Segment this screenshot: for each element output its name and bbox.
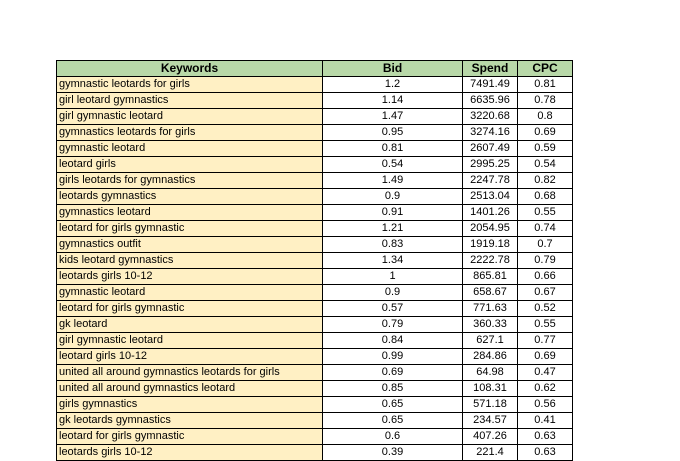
table-row [57,125,573,141]
bid-cell[interactable]: 0.65 [323,413,463,429]
bid-cell[interactable]: 1.34 [323,253,463,269]
cpc-cell[interactable]: 0.79 [518,253,573,269]
bid-cell[interactable]: 0.79 [323,317,463,333]
spend-cell[interactable]: 2247.78 [463,173,518,189]
keyword-cell[interactable]: gk leotards gymnastics [57,413,323,429]
spend-cell[interactable]: 6635.96 [463,93,518,109]
table-row [57,317,573,333]
keyword-cell[interactable]: gymnastics outfit [57,237,323,253]
keyword-cell[interactable]: leotard girls 10-12 [57,349,323,365]
table-row [57,301,573,317]
bid-cell[interactable]: 0.84 [323,333,463,349]
spend-cell[interactable]: 571.18 [463,397,518,413]
cpc-cell[interactable]: 0.62 [518,381,573,397]
keyword-cell[interactable]: leotard for girls gymnastic [57,429,323,445]
table-row [57,333,573,349]
table-row [57,397,573,413]
cpc-cell[interactable]: 0.81 [518,77,573,93]
bid-cell[interactable]: 0.83 [323,237,463,253]
bid-cell[interactable]: 0.9 [323,189,463,205]
cpc-cell[interactable]: 0.8 [518,109,573,125]
cpc-cell[interactable]: 0.63 [518,429,573,445]
spend-cell[interactable]: 221.4 [463,445,518,461]
keyword-cell[interactable]: gymnastics leotard [57,205,323,221]
cpc-cell[interactable]: 0.47 [518,365,573,381]
spreadsheet [56,60,573,461]
table-row [57,269,573,285]
spend-cell[interactable]: 1919.18 [463,237,518,253]
spend-cell[interactable]: 2607.49 [463,141,518,157]
header-row [57,61,573,77]
bid-cell[interactable]: 0.99 [323,349,463,365]
bid-cell[interactable]: 0.39 [323,445,463,461]
bid-cell[interactable]: 1.21 [323,221,463,237]
table-row [57,413,573,429]
header-spend[interactable]: Spend [463,61,518,77]
spend-cell[interactable]: 284.86 [463,349,518,365]
bid-cell[interactable]: 1.14 [323,93,463,109]
spend-cell[interactable]: 658.67 [463,285,518,301]
keyword-cell[interactable]: gymnastic leotard [57,285,323,301]
keyword-cell[interactable]: united all around gymnastics leotard [57,381,323,397]
spend-cell[interactable]: 7491.49 [463,77,518,93]
cpc-cell[interactable]: 0.52 [518,301,573,317]
table-row [57,253,573,269]
keyword-cell[interactable]: girls gymnastics [57,397,323,413]
cpc-cell[interactable]: 0.74 [518,221,573,237]
bid-cell[interactable]: 0.6 [323,429,463,445]
table-row [57,365,573,381]
spend-cell[interactable]: 627.1 [463,333,518,349]
cpc-cell[interactable]: 0.78 [518,93,573,109]
bid-cell[interactable]: 1.47 [323,109,463,125]
keywords-table [56,60,573,461]
table-row [57,93,573,109]
table-row [57,381,573,397]
spend-cell[interactable]: 2222.78 [463,253,518,269]
bid-cell[interactable]: 0.81 [323,141,463,157]
spend-cell[interactable]: 407.26 [463,429,518,445]
bid-cell[interactable]: 0.65 [323,397,463,413]
cpc-cell[interactable]: 0.69 [518,349,573,365]
keyword-cell[interactable]: girl gymnastic leotard [57,333,323,349]
spend-cell[interactable]: 2054.95 [463,221,518,237]
keyword-cell[interactable]: leotard girls [57,157,323,173]
keyword-cell[interactable]: gymnastic leotard [57,141,323,157]
spend-cell[interactable]: 234.57 [463,413,518,429]
cpc-cell[interactable]: 0.77 [518,333,573,349]
spend-cell[interactable]: 771.63 [463,301,518,317]
bid-cell[interactable]: 0.95 [323,125,463,141]
keyword-cell[interactable]: girl leotard gymnastics [57,93,323,109]
keyword-cell[interactable]: girls leotards for gymnastics [57,173,323,189]
table-row [57,109,573,125]
bid-cell[interactable]: 1.2 [323,77,463,93]
bid-cell[interactable]: 0.91 [323,205,463,221]
header-bid[interactable]: Bid [323,61,463,77]
keyword-cell[interactable]: gymnastic leotards for girls [57,77,323,93]
bid-cell[interactable]: 0.85 [323,381,463,397]
table-row [57,237,573,253]
cpc-cell[interactable]: 0.55 [518,205,573,221]
table-row [57,157,573,173]
spend-cell[interactable]: 865.81 [463,269,518,285]
spend-cell[interactable]: 3220.68 [463,109,518,125]
cpc-cell[interactable]: 0.41 [518,413,573,429]
spend-cell[interactable]: 108.31 [463,381,518,397]
cpc-cell[interactable]: 0.56 [518,397,573,413]
bid-cell[interactable]: 0.57 [323,301,463,317]
keyword-cell[interactable]: leotards gymnastics [57,189,323,205]
cpc-cell[interactable]: 0.59 [518,141,573,157]
table-row [57,173,573,189]
header-keywords[interactable]: Keywords [57,61,323,77]
table-row [57,349,573,365]
keyword-cell[interactable]: gk leotard [57,317,323,333]
bid-cell[interactable]: 1.49 [323,173,463,189]
table-row [57,205,573,221]
keyword-cell[interactable]: leotards girls 10-12 [57,445,323,461]
spend-cell[interactable]: 360.33 [463,317,518,333]
cpc-cell[interactable]: 0.67 [518,285,573,301]
keyword-cell[interactable]: leotard for girls gymnastic [57,301,323,317]
table-row [57,285,573,301]
table-row [57,429,573,445]
cpc-cell[interactable]: 0.69 [518,125,573,141]
cpc-cell[interactable]: 0.68 [518,189,573,205]
cpc-cell[interactable]: 0.63 [518,445,573,461]
keyword-cell[interactable]: leotards girls 10-12 [57,269,323,285]
header-cpc[interactable]: CPC [518,61,573,77]
cpc-cell[interactable]: 0.82 [518,173,573,189]
spend-cell[interactable]: 2995.25 [463,157,518,173]
keyword-cell[interactable]: leotard for girls gymnastic [57,221,323,237]
spend-cell[interactable]: 2513.04 [463,189,518,205]
cpc-cell[interactable]: 0.7 [518,237,573,253]
table-row [57,77,573,93]
keyword-cell[interactable]: kids leotard gymnastics [57,253,323,269]
keyword-cell[interactable]: united all around gymnastics leotards for girls [57,365,323,381]
bid-cell[interactable]: 0.54 [323,157,463,173]
spend-cell[interactable]: 1401.26 [463,205,518,221]
bid-cell[interactable]: 0.69 [323,365,463,381]
table-body [57,77,573,461]
keyword-cell[interactable]: girl gymnastic leotard [57,109,323,125]
bid-cell[interactable]: 0.9 [323,285,463,301]
cpc-cell[interactable]: 0.55 [518,317,573,333]
cpc-cell[interactable]: 0.66 [518,269,573,285]
table-row [57,189,573,205]
table-row [57,141,573,157]
bid-cell[interactable]: 1 [323,269,463,285]
keyword-cell[interactable]: gymnastics leotards for girls [57,125,323,141]
table-row [57,221,573,237]
cpc-cell[interactable]: 0.54 [518,157,573,173]
spend-cell[interactable]: 64.98 [463,365,518,381]
spend-cell[interactable]: 3274.16 [463,125,518,141]
table-row [57,445,573,461]
